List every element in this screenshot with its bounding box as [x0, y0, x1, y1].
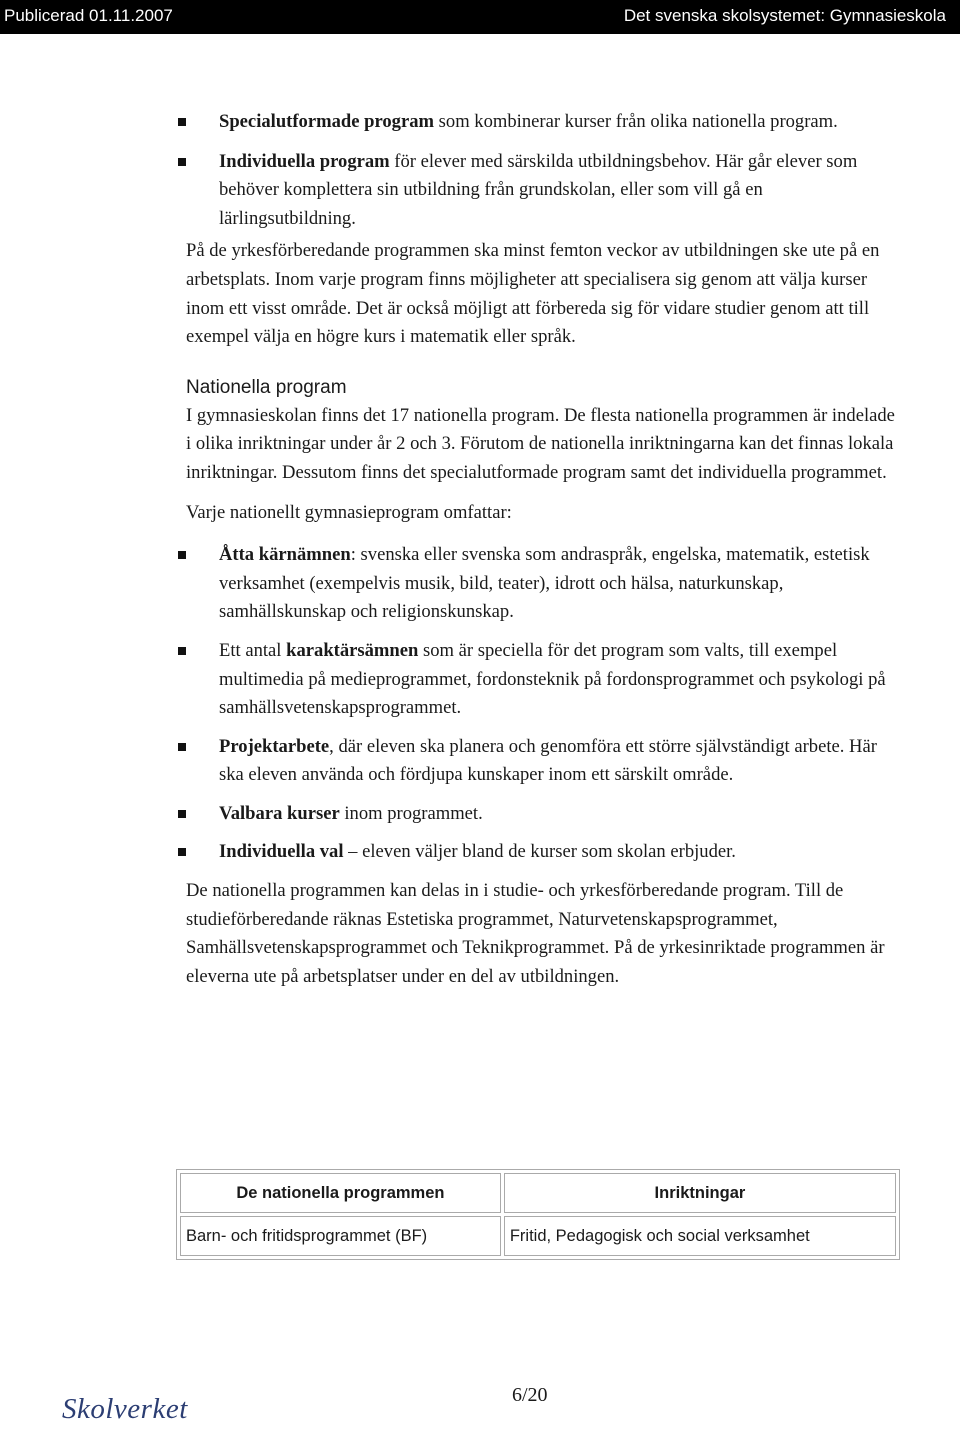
list-item-text: som är speciella för det program som valts, till exempel multimedia på medieprogrammet, fordonsteknik på fordonsprogrammet och psykologi på samhällsvetenskapsprogrammet. [219, 639, 886, 719]
document-title: Det svenska skolsystemet: Gymnasieskola [623, 6, 946, 25]
list-item-bold: Specialutformade program [219, 111, 435, 132]
paragraph-program-categories: De nationella programmen kan delas in i studie- och yrkesförberedande program. Till de studieförberedande räknas Estetiska programmet, Naturvetenskapsprogrammet, Samhällsvetenskapsprogrammet och Teknikprogrammet. På de yrkesinriktade programmen är eleverna ute på arbetsplatser under en del av utbildningen. [186, 880, 885, 987]
list-item-text: för elever med särskilda utbildningsbehov. Här går elever som behöver komplettera sin utbildning från grundskolan, eller som vill gå en lärlingsutbildning. [219, 150, 858, 229]
list-item [186, 838, 898, 867]
list-item [186, 108, 898, 137]
list-item-bold: karaktärsämnen [286, 639, 419, 661]
table-row [180, 1216, 896, 1256]
table-cell: Barn- och fritidsprogrammet (BF) [180, 1216, 501, 1256]
table-header-cell: Inriktningar [504, 1173, 896, 1213]
list-item [186, 800, 898, 829]
square-bullet-icon [178, 118, 186, 126]
list-item-bold: Projektarbete [219, 735, 330, 757]
list-item: Ett antal karaktärsämnen som är speciella för det program som valts, till exempel multimedia på medieprogrammet, fordonsteknik på fordonsprogrammet och psykologi på samhällsvetenskapsprogrammet. [186, 637, 898, 723]
square-bullet-icon [178, 810, 186, 818]
square-bullet-icon [178, 647, 186, 655]
page-header [0, 0, 960, 34]
list-item-bold: Individuella val [219, 841, 344, 863]
list-item-text: inom programmet. [339, 802, 483, 824]
list-item-text: , där eleven ska planera och genomföra ett större självständigt arbete. Här ska eleven använda och fördjupa kunskaper inom ett särskilt område. [219, 735, 877, 786]
list-item-text: – eleven väljer bland de kurser som skolan erbjuder. [343, 841, 736, 863]
main-content [186, 108, 898, 1002]
published-date: Publicerad 01.11.2007 [4, 6, 173, 25]
square-bullet-icon [178, 551, 186, 559]
list-item-bold: Valbara kurser [219, 802, 340, 824]
paragraph-intro-list: Varje nationellt gymnasieprogram omfattar: [186, 501, 512, 523]
table-header-cell: De nationella programmen [180, 1173, 501, 1213]
list-item-text: som kombinerar kurser från olika nationella program. [434, 111, 838, 132]
paragraph-workplace: På de yrkesförberedande programmen ska minst femton veckor av utbildningen ske ute på en arbetsplats. Inom varje program finns möjligheter att specialisera sig genom att välja kurser inom ett visst område. Det är också möjligt att förbereda sig för vidare studier genom att till exempel välja en högre kurs i matematik eller språk. [186, 240, 880, 348]
program-types-list [186, 108, 898, 233]
list-item-text: : svenska eller svenska som andraspråk, engelska, matematik, estetisk verksamhet (exempelvis musik, bild, teater), idrott och hälsa, naturkunskap, samhällskunskap och religionskunskap. [219, 544, 870, 623]
page-number: 6/20 [512, 1384, 548, 1406]
skolverket-logo: Skolverket [62, 1393, 188, 1425]
program-contents-list [186, 541, 898, 867]
list-item [186, 541, 898, 627]
table-header-row [180, 1173, 896, 1213]
list-item-bold: Åtta kärnämnen [219, 544, 351, 566]
section-heading: Nationella program [186, 376, 347, 398]
square-bullet-icon [178, 848, 186, 856]
table-cell: Fritid, Pedagogisk och social verksamhet [504, 1216, 896, 1256]
list-item-bold: Individuella program [219, 150, 390, 172]
list-item [186, 733, 898, 790]
list-item [186, 148, 898, 234]
paragraph-national-programs: I gymnasieskolan finns det 17 nationella program. De flesta nationella programmen är indelade i olika inriktningar under år 2 och 3. Förutom de nationella inriktningarna kan det finnas lokala inriktningar. Dessutom finns det specialutformade program samt det individuella programmet. [186, 404, 895, 483]
programs-table [176, 1169, 900, 1260]
square-bullet-icon [178, 743, 186, 751]
square-bullet-icon [178, 158, 186, 166]
